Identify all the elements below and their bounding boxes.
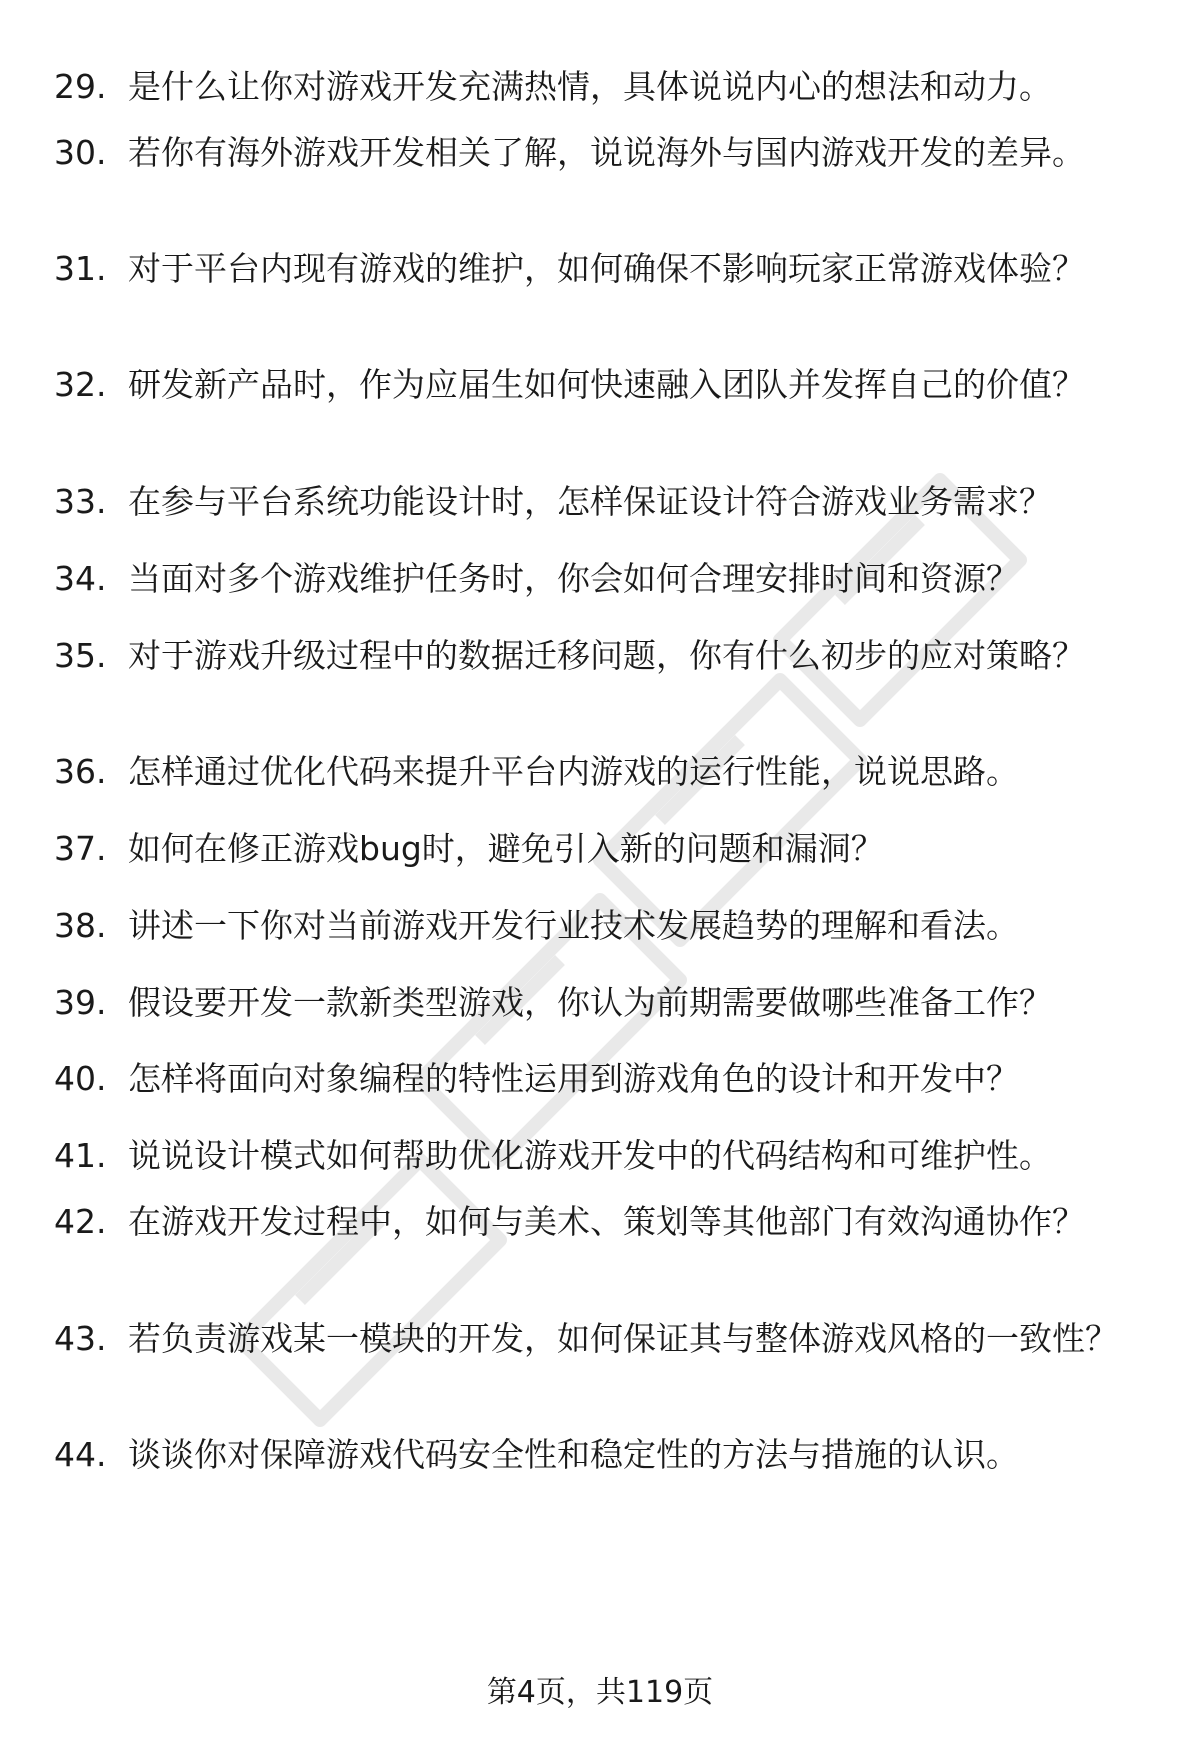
question-text: 怎样将面向对象编程的特性运用到游戏角色的设计和开发中？ [128, 1059, 1019, 1098]
question-number: 44. [54, 1435, 107, 1474]
question-text: 当面对多个游戏维护任务时，你会如何合理安排时间和资源？ [128, 559, 1019, 598]
question-text: 研发新产品时，作为应届生如何快速融入团队并发挥自己的价值？ [128, 365, 1085, 404]
question-number: 37. [54, 829, 107, 868]
question-number: 43. [54, 1319, 107, 1358]
question-text: 讲述一下你对当前游戏开发行业技术发展趋势的理解和看法。 [128, 906, 1019, 945]
question-number: 30. [54, 133, 107, 172]
question-number: 38. [54, 906, 107, 945]
question-number: 31. [54, 249, 107, 288]
question-text: 对于平台内现有游戏的维护，如何确保不影响玩家正常游戏体验？ [128, 249, 1085, 288]
question-text: 是什么让你对游戏开发充满热情，具体说说内心的想法和动力。 [128, 67, 1052, 106]
question-text: 假设要开发一款新类型游戏，你认为前期需要做哪些准备工作？ [128, 983, 1052, 1022]
question-number: 41. [54, 1136, 107, 1175]
question-text: 谈谈你对保障游戏代码安全性和稳定性的方法与措施的认识。 [128, 1435, 1019, 1474]
question-text: 怎样通过优化代码来提升平台内游戏的运行性能，说说思路。 [128, 752, 1019, 791]
page-footer: 第4页，共119页 [486, 1675, 714, 1710]
question-number: 35. [54, 636, 107, 675]
question-text: 如何在修正游戏bug时，避免引入新的问题和漏洞？ [128, 829, 884, 868]
question-text: 若你有海外游戏开发相关了解，说说海外与国内游戏开发的差异。 [128, 133, 1085, 172]
question-text: 说说设计模式如何帮助优化游戏开发中的代码结构和可维护性。 [128, 1136, 1052, 1175]
question-text: 若负责游戏某一模块的开发，如何保证其与整体游戏风格的一致性？ [128, 1319, 1118, 1358]
question-number: 34. [54, 559, 107, 598]
question-number: 29. [54, 67, 107, 106]
question-text: 在游戏开发过程中，如何与美术、策划等其他部门有效沟通协作？ [128, 1202, 1085, 1241]
question-number: 33. [54, 482, 107, 521]
question-number: 40. [54, 1059, 107, 1098]
question-number: 42. [54, 1202, 107, 1241]
question-text: 在参与平台系统功能设计时，怎样保证设计符合游戏业务需求？ [128, 482, 1052, 521]
question-number: 36. [54, 752, 107, 791]
question-number: 32. [54, 365, 107, 404]
question-number: 39. [54, 983, 107, 1022]
question-text: 对于游戏升级过程中的数据迁移问题，你有什么初步的应对策略？ [128, 636, 1085, 675]
